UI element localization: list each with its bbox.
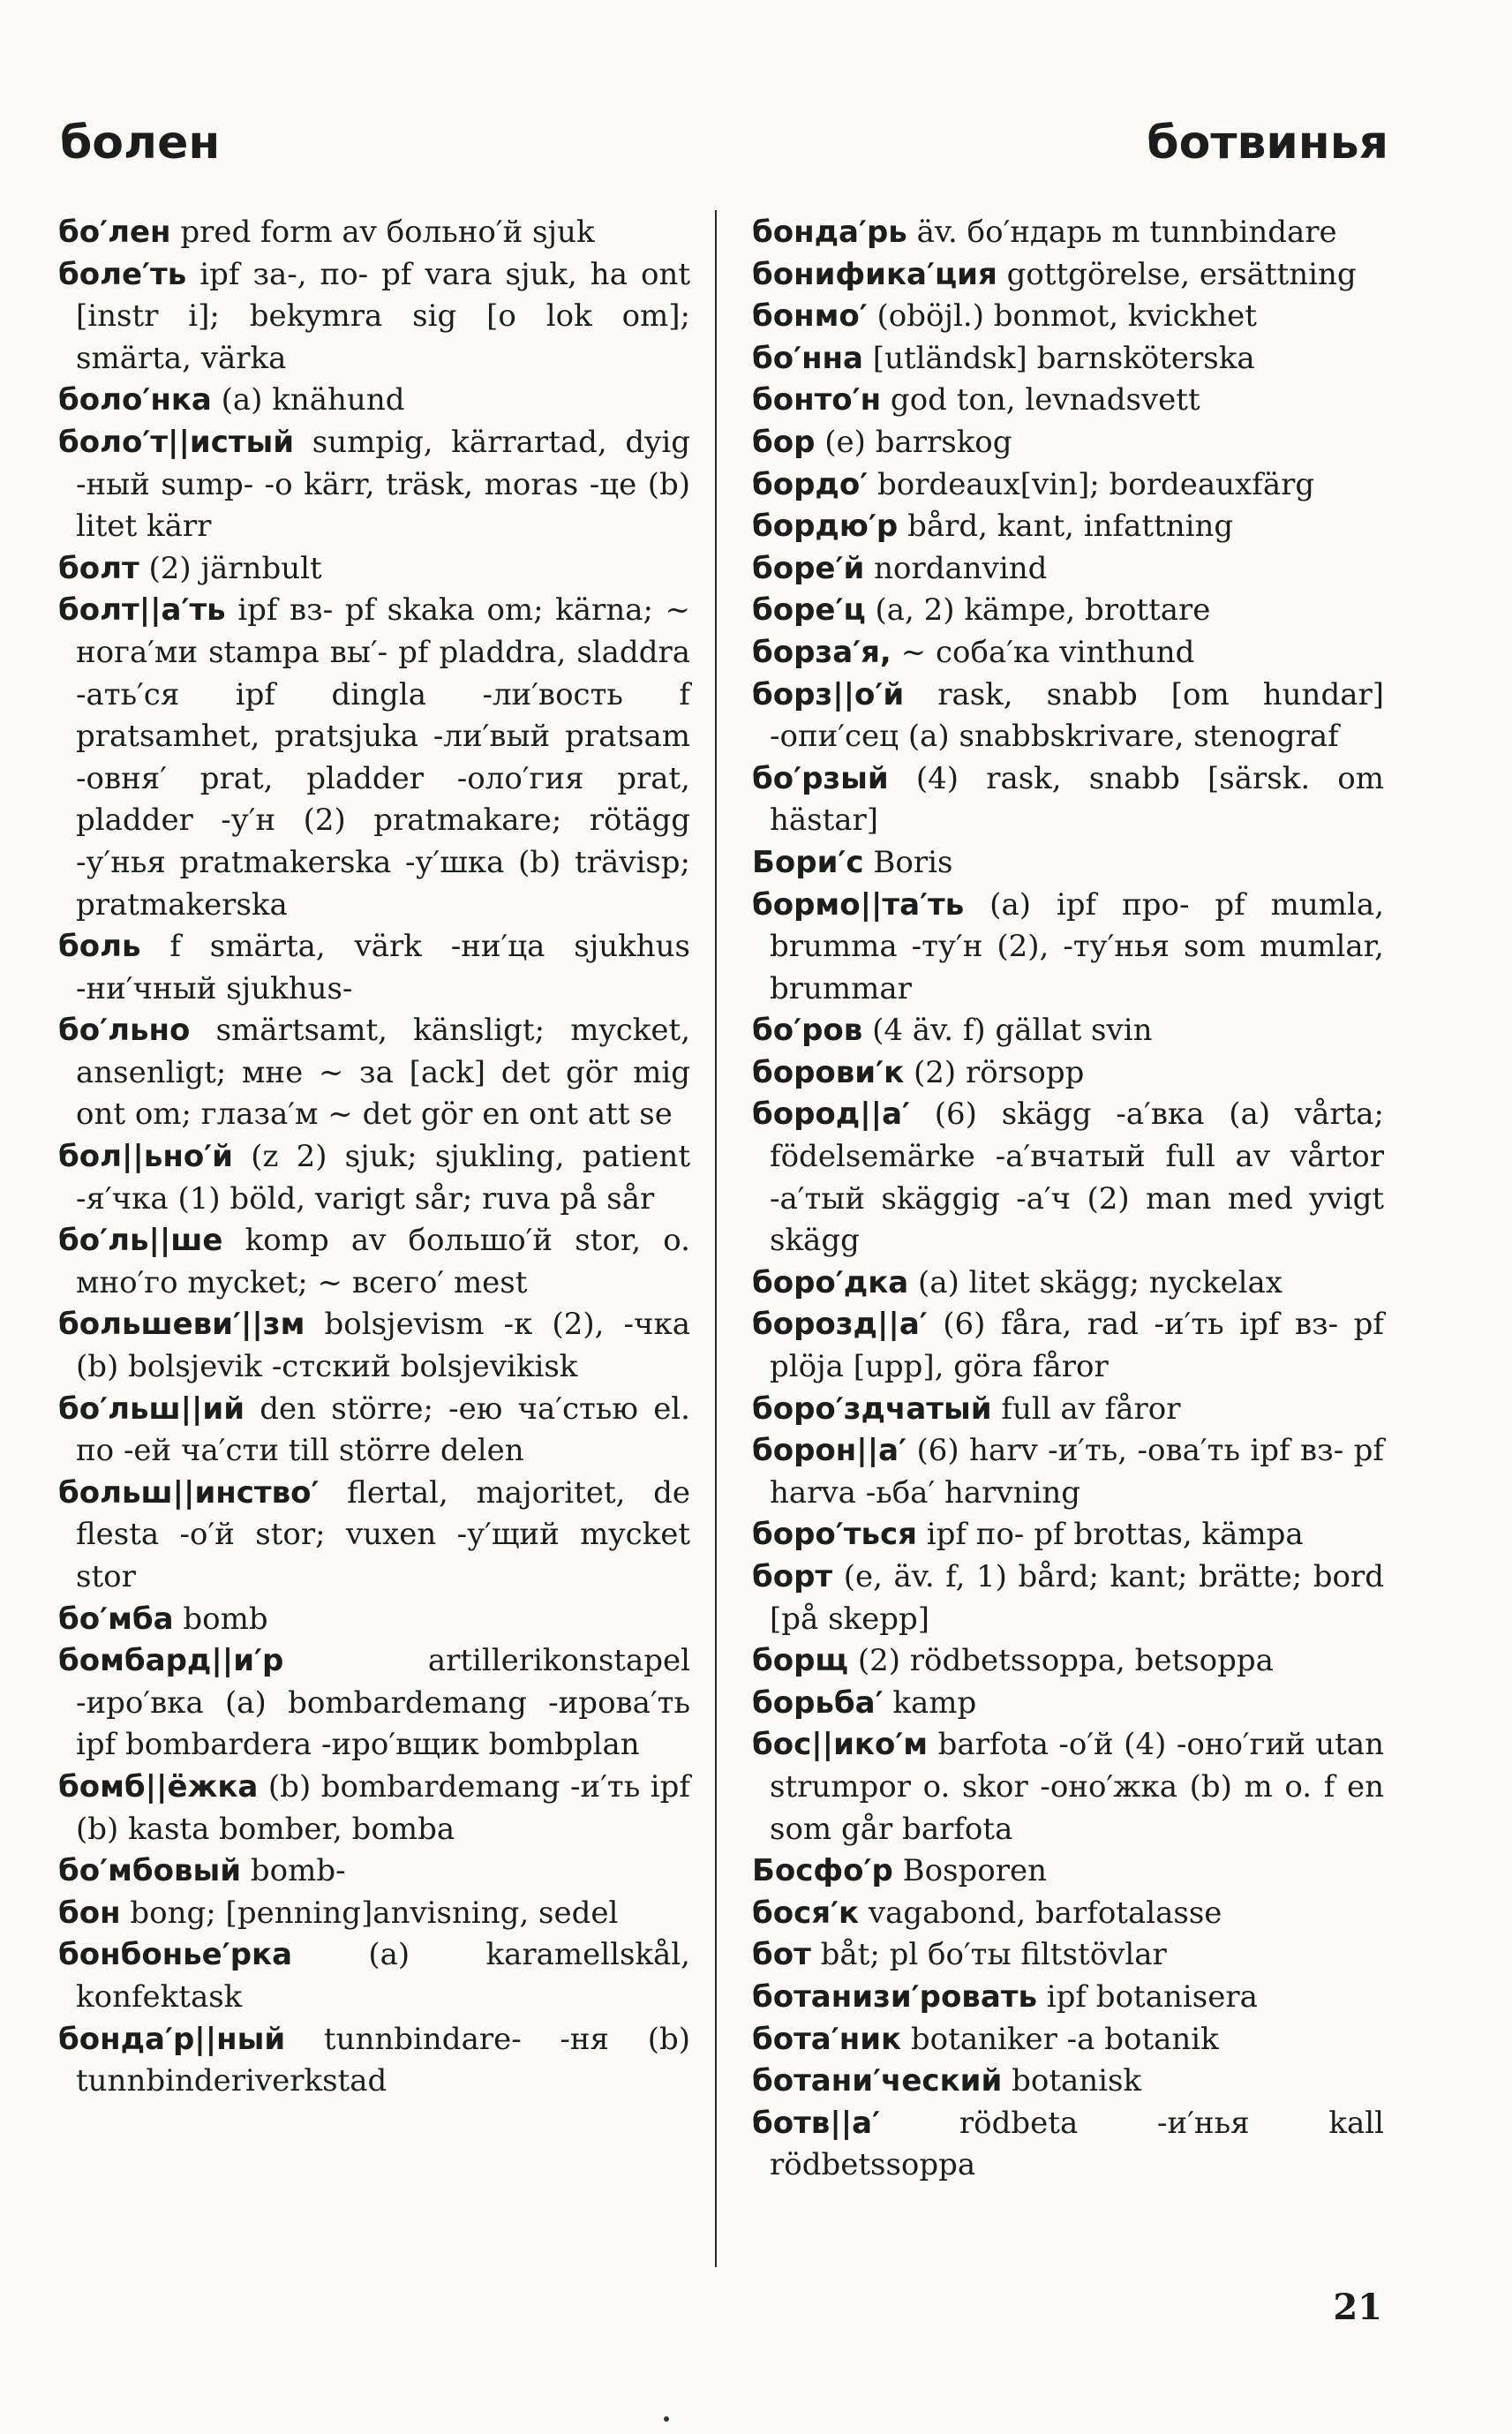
dictionary-entry: ботанизи′ровать ipf botanisera: [752, 1978, 1258, 2015]
dictionary-entry: бо′нна [utländsk] barnsköterska: [752, 340, 1255, 376]
dictionary-entry: боро′ться ipf по- pf brottas, kämpa: [752, 1517, 1304, 1553]
dictionary-entry: бордю′р bård, kant, infattning: [752, 509, 1234, 545]
dictionary-entry: бонто′н god ton, levnadsvett: [752, 382, 1200, 418]
dictionary-entry: Босфо′р Bosporen: [752, 1853, 1048, 1889]
dictionary-entry: боро′здчатый full av fåror: [752, 1390, 1181, 1427]
dictionary-entry: бота′ник botaniker -а botanik: [752, 2021, 1219, 2057]
dictionary-entry: большеви′||зм bolsjevism -к (2), -чка (b) bolsjevik -стский bolsjevikisk: [58, 1307, 690, 1385]
dictionary-entry: борт (e, äv. f, 1) bård; kant; brätte; bord [på skepp]: [752, 1559, 1384, 1637]
dictionary-entry: бол||ьно′й (z 2) sjuk; sjukling, patient -я′чка (1) böld, varigt sår; ruva på sår: [58, 1139, 690, 1217]
dictionary-entry: бомб||ёжка (b) bombardemang -и′ть ipf (b) kasta bomber, bomba: [58, 1768, 690, 1847]
dictionary-entry: борщ (2) rödbetssoppa, betsoppa: [752, 1643, 1274, 1679]
dictionary-entry: Бори′с Boris: [752, 844, 953, 880]
dictionary-entry: бо′ров (4 äv. f) gällat svin: [752, 1013, 1153, 1049]
dictionary-entry: бород||а′ (6) skägg -а′вка (a) vårta; födelsemärke -а′вчатый full av vårtor -а′тый skäggig -а′ч (2) man med yvigt skägg: [752, 1096, 1384, 1259]
dictionary-entry: борз||о′й rask, snabb [om hundar] -опи′сец (a) snabbskrivare, stenograf: [752, 676, 1384, 755]
dictionary-entry: ботв||а′ rödbeta -и′нья kall rödbetssoppa: [752, 2105, 1384, 2183]
dictionary-entry: боло′нка (a) knähund: [58, 382, 405, 418]
running-head-right: ботвинья: [1147, 117, 1388, 170]
dictionary-entry: болт (2) järnbult: [58, 550, 322, 586]
page-number: 21: [1333, 2287, 1382, 2328]
dictionary-entry: борон||а′ (6) harv -и′ть, -ова′ть ipf вз- pf harva -ьба′ harvning: [752, 1433, 1384, 1511]
dictionary-entry: боре′ц (a, 2) kämpe, brottare: [752, 592, 1211, 629]
dictionary-entry: бот båt; pl бо′ты filtstövlar: [752, 1937, 1167, 1973]
dictionary-entry: борза′я, ~ соба′ка vinthund: [752, 634, 1195, 670]
dictionary-entry: бор (e) barrskog: [752, 424, 1012, 460]
running-head: [60, 117, 1388, 178]
dictionary-entry: боро′дка (a) litet skägg; nyckelax: [752, 1264, 1283, 1300]
dictionary-entry: бонифика′ция gottgörelse, ersättning: [752, 256, 1357, 292]
dictionary-entry: бонбонье′рка (a) karamellskål, konfektask: [58, 1937, 690, 2015]
dictionary-entry: боло′т||истый sumpig, kärrartad, dyig -ный sump- -о kärr, träsk, moras -це (b) litet kärr: [58, 424, 690, 545]
dictionary-entry: больш||инство′ flertal, majoritet, de flesta -о′й stor; vuxen -у′щий mycket stor: [58, 1474, 690, 1594]
column-divider: [715, 210, 717, 2267]
dictionary-entry: бо′льно smärtsamt, känsligt; mycket, ansenligt; мне ~ за [ack] det gör mig ont om; глаза′м ~ det gör en ont att se: [58, 1013, 690, 1133]
dictionary-entry: бо′ль||ше komp av большо′й stor, o. мно′го mycket; ~ всего′ mest: [58, 1223, 690, 1300]
dictionary-entry: бонмо′ (oböjl.) bonmot, kvickhet: [752, 298, 1257, 335]
dictionary-entry: боре′й nordanvind: [752, 550, 1048, 586]
dictionary-entry: бомбард||и′р artillerikonstapel -иро′вка (a) bombardemang -ирова′ть ipf bombardera -иро′вщик bombplan: [58, 1643, 690, 1763]
dictionary-entry: бон bong; [penning]anvisning, sedel: [58, 1895, 619, 1931]
dictionary-entry: бо′мбовый bomb-: [58, 1853, 346, 1889]
dictionary-entry: борьба′ kamp: [752, 1684, 977, 1721]
dictionary-entry: бо′льш||ий den större; -ею ча′стью el. по -ей ча′сти till större delen: [58, 1390, 690, 1469]
left-column: [58, 212, 690, 2103]
print-speck: [664, 2416, 669, 2422]
dictionary-entry: бормо||та′ть (a) ipf про- pf mumla, brumma -ту′н (2), -ту′нья som mumlar, brummar: [752, 886, 1384, 1006]
running-head-left: болен: [60, 117, 221, 170]
dictionary-entry: борови′к (2) rörsopp: [752, 1054, 1085, 1090]
dictionary-entry: ботани′ческий botanisk: [752, 2063, 1142, 2099]
dictionary-entry: бонда′рь äv. бо′ндарь m tunnbindare: [752, 215, 1337, 250]
dictionary-entry: бос||ико′м barfota -о′й (4) -оно′гий utan strumpor o. skor -оно′жка (b) m o. f en som går barfota: [752, 1727, 1384, 1847]
dictionary-entry: бо′мба bomb: [58, 1601, 268, 1637]
dictionary-entry: боль f smärta, värk -ни′ца sjukhus -ни′чный sjukhus-: [58, 929, 690, 1006]
right-column: [752, 212, 1384, 2187]
dictionary-entry: бося′к vagabond, barfotalasse: [752, 1895, 1222, 1931]
dictionary-entry: борозд||а′ (6) fåra, rad -и′ть ipf вз- pf plöja [upp], göra fåror: [752, 1307, 1384, 1385]
dictionary-entry: болт||а′ть ipf вз- pf skaka om; kärna; ~ нога′ми stampa вы′- pf pladdra, sladdra -ать′ся ipf dingla -ли′вость f pratsamhet, pratsjuka -ли′вый pratsam -овня′ prat, pladder -оло′гия prat, pladder -у′н (2) pratmakare; rötägg -у′нья pratmakerska -у′шка (b) trävisp; pratmakerska: [58, 592, 690, 923]
dictionary-entry: бо′лен pred form av больно′й sjuk: [58, 215, 595, 250]
dictionary-entry: бонда′р||ный tunnbindare- -ня (b) tunnbinderiverkstad: [58, 2021, 690, 2099]
dictionary-entry: боле′ть ipf за-, по- pf vara sjuk, ha ont [instr i]; bekymra sig [o lok om]; smärta, värka: [58, 256, 690, 376]
dictionary-entry: бордо′ bordeaux[vin]; bordeauxfärg: [752, 466, 1315, 502]
dictionary-entry: бо′рзый (4) rask, snabb [särsk. om hästar]: [752, 760, 1384, 839]
